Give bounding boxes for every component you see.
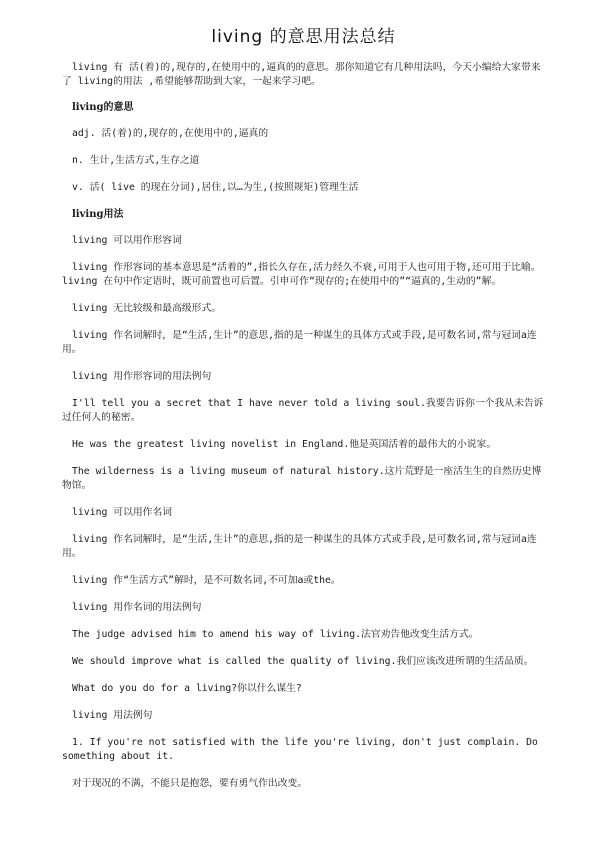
usage-paragraph: living 作名词解时，是“生活,生计”的意思,指的是一种谋生的具体方式或手段,是可数名词,常与冠词a连用。 bbox=[62, 330, 537, 355]
usage-paragraph: living 无比较级和最高级形式。 bbox=[72, 303, 222, 314]
meaning-noun: n. 生计,生活方式,生存之道 bbox=[72, 155, 200, 166]
section-heading-meaning: living的意思 bbox=[72, 102, 134, 113]
usage-paragraph: living 作“生活方式”解时，是不可数名词,不可加a或the。 bbox=[72, 575, 341, 586]
example-sentence: We should improve what is called the quality of living.我们应该改进所谓的生活品质。 bbox=[72, 656, 534, 667]
usage-paragraph: living 可以用作形容词 bbox=[72, 235, 182, 246]
usage-paragraph: living 作名词解时，是“生活,生计”的意思,指的是一种谋生的具体方式或手段,是可数名词,常与冠词a连用。 bbox=[62, 534, 537, 559]
usage-paragraph: living 作形容词的基本意思是“活着的”,指长久存在,活力经久不衰,可用于人也可用于物,还可用于比喻。living 在句中作定语时，既可前置也可后置。引申可作“现存的;在使用中的”“逼真的,生动的”解。 bbox=[62, 262, 541, 287]
example-sentence: He was the greatest living novelist in England.他是英国活着的最伟大的小说家。 bbox=[72, 439, 497, 450]
intro-paragraph: living 有 活(着)的,现存的,在使用中的,逼真的的意思。那你知道它有几种用法吗，今天小编给大家带来了 living的用法 ,希望能够帮助到大家，一起来学习吧。 bbox=[62, 62, 541, 87]
section-heading-usage: living用法 bbox=[72, 209, 124, 220]
page-title: living 的意思用法总结 bbox=[211, 27, 396, 47]
example-sentence: The judge advised him to amend his way of living.法官劝告他改变生活方式。 bbox=[72, 629, 479, 640]
usage-paragraph: living 用作形容词的用法例句 bbox=[72, 371, 212, 382]
example-sentence: What do you do for a living?你以什么谋生? bbox=[72, 683, 302, 694]
usage-paragraph: living 可以用作名词 bbox=[72, 507, 173, 518]
example-sentence: 1. If you're not satisfied with the life you're living, don't just complain. Do something about it. bbox=[62, 737, 538, 762]
meaning-verb: v. 活( live 的现在分词),居住,以…为生,(按照规矩)管理生活 bbox=[72, 182, 359, 193]
example-sentence: I'll tell you a secret that I have never told a living soul.我要告诉你一个我从未告诉过任何人的秘密。 bbox=[62, 398, 544, 423]
usage-paragraph: living 用法例句 bbox=[72, 710, 153, 721]
meaning-adj: adj. 活(着)的,现存的,在使用中的,逼真的 bbox=[72, 128, 269, 139]
usage-paragraph: living 用作名词的用法例句 bbox=[72, 602, 202, 613]
example-translation: 对于现况的不满，不能只是抱怨，要有勇气作出改变。 bbox=[72, 778, 308, 789]
example-sentence: The wilderness is a living museum of natural history.这片荒野是一座活生生的自然历史博物馆。 bbox=[62, 466, 542, 491]
